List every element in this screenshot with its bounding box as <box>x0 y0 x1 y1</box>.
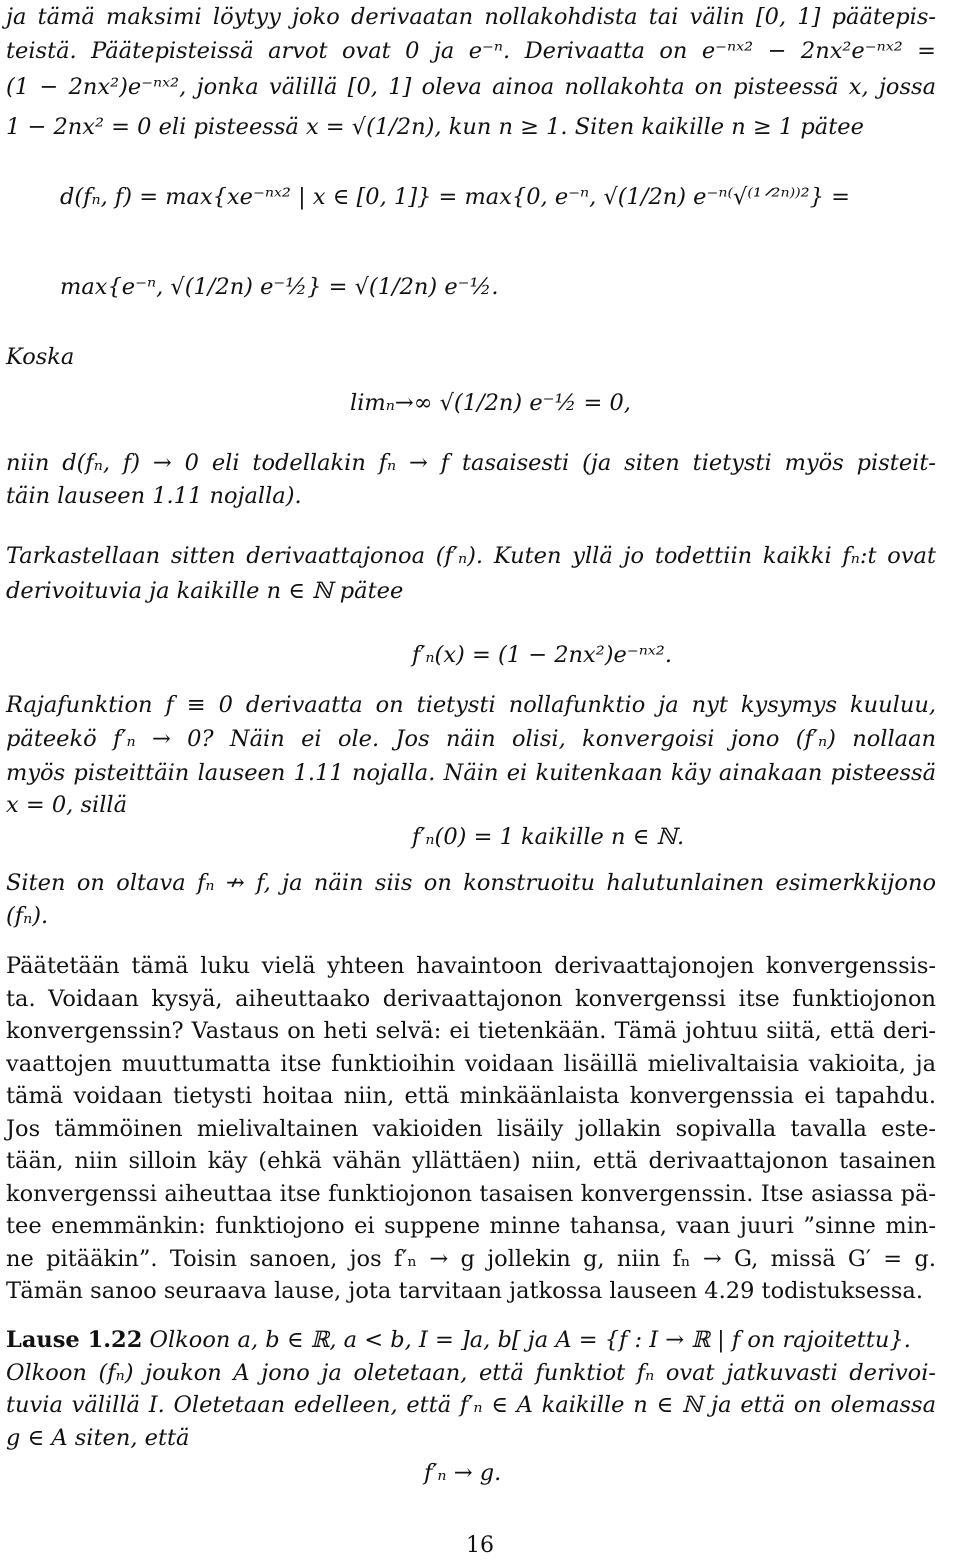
text-line: täin lauseen 1.11 nojalla). <box>6 483 302 509</box>
text-line: Olkoon (fₙ) joukon A jono ja oletetaan, että funktiot fₙ ovat jatkuvasti derivoi- <box>6 1360 936 1386</box>
text-line: vaattojen muuttumatta itse funktioihin voidaan lisäillä mielivaltaisia vakioita, ja <box>6 1051 936 1077</box>
text-line: g ∈ A siten, että <box>6 1425 190 1451</box>
text-line: myös pisteittäin lauseen 1.11 nojalla. Näin ei kuitenkaan käy ainakaan pisteessä <box>6 760 936 786</box>
text-line: derivoituvia ja kaikille n ∈ ℕ pätee <box>6 578 404 604</box>
text-line: tuvia välillä I. Oletetaan edelleen, että f′ₙ ∈ A kaikille n ∈ ℕ ja että on olemassa <box>6 1392 936 1418</box>
text-line: ta. Voidaan kysyä, aiheuttaako derivaattajonon konvergenssi itse funktiojonon <box>6 986 936 1012</box>
text-line: tee enemmänkin: funktiojono ei suppene minne tahansa, vaan juuri ”sinne min- <box>6 1213 936 1239</box>
equation-limit: limₙ→∞ √(1/2n) e⁻½ = 0, <box>350 390 631 416</box>
text-line: x = 0, sillä <box>6 792 128 818</box>
text-line: Tämän sanoo seuraava lause, jota tarvitaan jatkossa lauseen 4.29 todistuksessa. <box>6 1278 923 1304</box>
text-line: Päätetään tämä luku vielä yhteen havaintoon derivaattajonojen konvergenssis- <box>6 953 936 979</box>
text-line: ja tämä maksimi löytyy joko derivaatan nollakohdista tai välin [0, 1] päätepis- <box>6 4 936 30</box>
equation-distance-1: d(fₙ, f) = max{xe⁻ⁿˣ² | x ∈ [0, 1]} = max{0, e⁻ⁿ, √(1/2n) e⁻ⁿ⁽√⁽¹ᐟ²ⁿ⁾⁾²} = <box>60 184 850 210</box>
koska-label: Koska <box>6 344 75 370</box>
equation-final: f′ₙ → g. <box>424 1460 502 1486</box>
text-line: Jos tämmöinen mielivaltainen vakioiden lisäily jollakin sopivalla tavalla este- <box>6 1116 936 1142</box>
text-line: päteekö f′ₙ → 0? Näin ei ole. Jos näin olisi, konvergoisi jono (f′ₙ) nollaan <box>6 726 936 752</box>
text-line: niin d(fₙ, f) → 0 eli todellakin fₙ → f tasaisesti (ja siten tietysti myös pisteit- <box>6 450 936 476</box>
text-line: Tarkastellaan sitten derivaattajonoa (f′ₙ). Kuten yllä jo todettiin kaikki fₙ:t ovat <box>6 543 936 569</box>
text-line: Siten on oltava fₙ ↛ f, ja näin siis on konstruoitu halutunlainen esimerkkijono <box>6 870 936 896</box>
text-line: tään, niin silloin käy (ehkä vähän yllättäen) niin, että derivaattajonon tasainen <box>6 1148 936 1174</box>
theorem-text: Olkoon a, b ∈ ℝ, a < b, I = ]a, b[ ja A = {f : I → ℝ | f on rajoitettu}. <box>149 1327 911 1353</box>
text-line: tämä voidaan tietysti hoitaa niin, että minkäänlaista konvergenssia ei tapahdu. <box>6 1083 936 1109</box>
equation-derivative: f′ₙ(x) = (1 − 2nx²)e⁻ⁿˣ². <box>412 642 672 668</box>
theorem-first-line <box>6 1325 911 1355</box>
equation-distance-2: max{e⁻ⁿ, √(1/2n) e⁻½} = √(1/2n) e⁻½. <box>60 274 499 300</box>
theorem-label: Lause 1.22 <box>6 1327 143 1353</box>
text-line: (fₙ). <box>6 903 49 929</box>
text-line: ne pitääkin”. Toisin sanoen, jos f′ₙ → g jollekin g, niin fₙ → G, missä G′ = g. <box>6 1246 936 1272</box>
page-number: 16 <box>466 1533 494 1558</box>
text-line: teistä. Päätepisteissä arvot ovat 0 ja e⁻ⁿ. Derivaatta on e⁻ⁿˣ² − 2nx²e⁻ⁿˣ² = <box>6 38 936 64</box>
text-line: 1 − 2nx² = 0 eli pisteessä x = √(1/2n), kun n ≥ 1. Siten kaikille n ≥ 1 pätee <box>6 114 864 140</box>
text-line: konvergenssin? Vastaus on heti selvä: ei tietenkään. Tämä johtuu siitä, että deri- <box>6 1018 936 1044</box>
text-line: (1 − 2nx²)e⁻ⁿˣ², jonka välillä [0, 1] oleva ainoa nollakohta on pisteessä x, jossa <box>6 74 936 100</box>
text-line: konvergenssi aiheuttaa itse funktiojonon tasaisen konvergenssin. Itse asiassa pä- <box>6 1181 936 1207</box>
text-line: Rajafunktion f ≡ 0 derivaatta on tietysti nollafunktio ja nyt kysymys kuuluu, <box>6 692 936 718</box>
equation-derivative-at-zero: f′ₙ(0) = 1 kaikille n ∈ ℕ. <box>412 824 685 850</box>
